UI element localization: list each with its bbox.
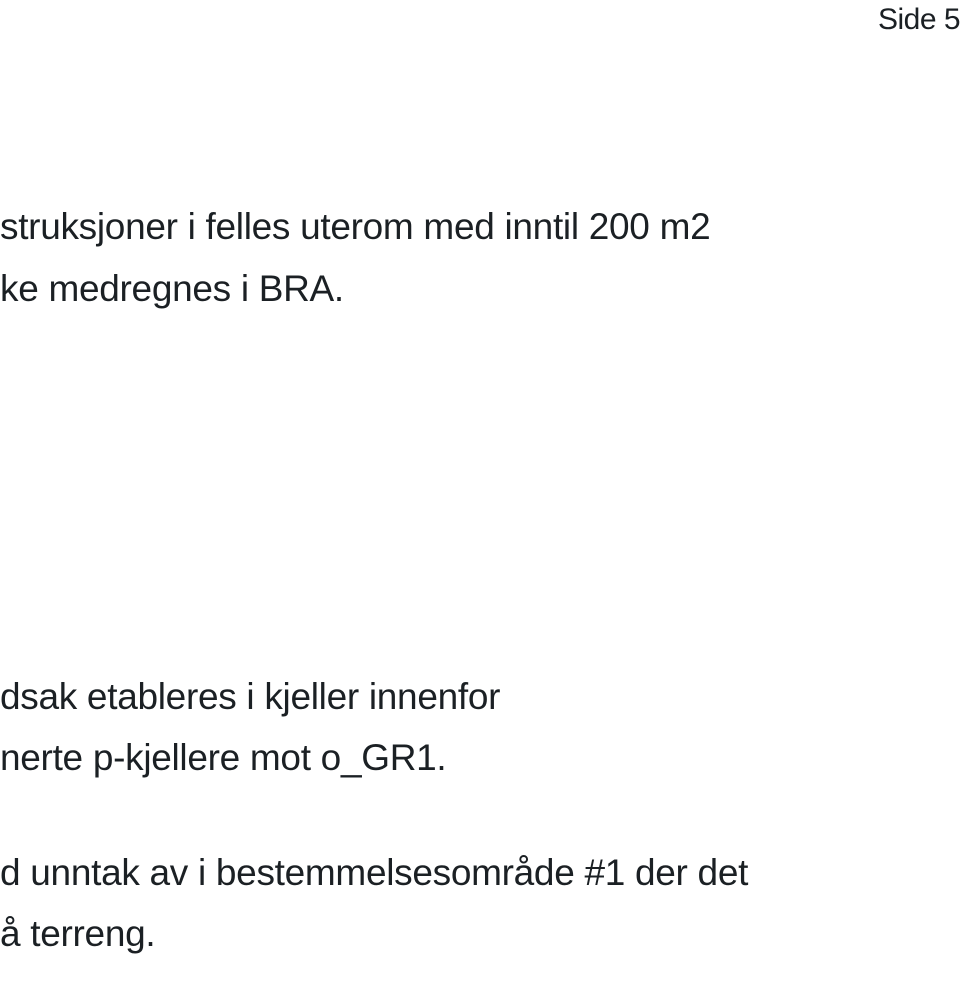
paragraph-line: struksjoner i felles uterom med inntil 200 m2: [0, 206, 711, 247]
paragraph-line: å terreng.: [0, 913, 156, 954]
paragraph-line: d unntak av i bestemmelsesområde #1 der det: [0, 852, 749, 893]
paragraph-line: ke medregnes i BRA.: [0, 268, 344, 309]
page-number: Side 5: [878, 3, 961, 36]
paragraph-line: dsak etableres i kjeller innenfor: [0, 676, 501, 717]
paragraph-line: nerte p-kjellere mot o_GR1.: [0, 737, 447, 778]
